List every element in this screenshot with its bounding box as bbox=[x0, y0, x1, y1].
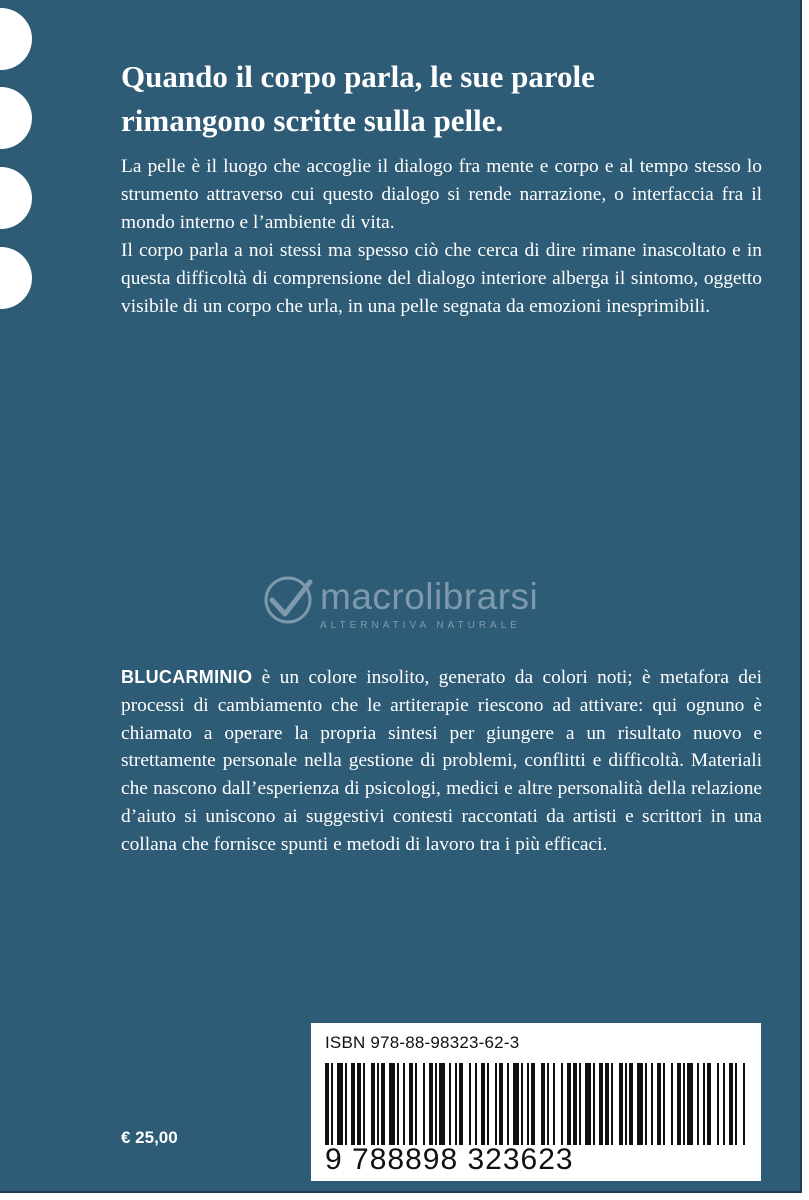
series-text: è un colore insolito, generato da colori noti; è metafora dei processi di cambiamento che le artiterapie riescono ad attivare: qui ognuno è chiamato a operare la propria sintesi per giungere a un risultato nuovo e strettamente personale nella gestione di problemi, conflitti e difficoltà. Materiali che nascono dall’esperienza di psicologi, medici e altre personalità della relazione d’aiuto si uniscono ai suggestivi contesti raccontati da artisti e scrittori in una collana che fornisce spunti e metodi di lavoro tra i più efficaci. bbox=[121, 667, 762, 855]
binding-hole bbox=[0, 247, 32, 309]
series-description bbox=[121, 664, 762, 859]
intro-paragraph-2: Il corpo parla a noi stessi ma spesso ciò che cerca di dire rimane inascoltato e in questa difficoltà di comprensione del dialogo interiore alberga il sintomo, oggetto visibile di un corpo che urla, in una pelle segnata da emozioni inesprimibili. bbox=[121, 240, 762, 317]
leaf-check-icon bbox=[258, 570, 318, 630]
series-brand: BLUCARMINIO bbox=[121, 667, 253, 687]
intro-paragraph-1: La pelle è il luogo che accoglie il dialogo fra mente e corpo e al tempo stesso lo strumento attraverso cui questo dialogo si rende narrazione, o interfaccia fra il mondo interno e l’ambiente di vita. bbox=[121, 156, 762, 233]
watermark-name: macrolibrarsi bbox=[320, 576, 539, 617]
barcode-icon bbox=[321, 1063, 751, 1145]
isbn-label: ISBN 978-88-98323-62-3 bbox=[325, 1033, 520, 1052]
macrolibrarsi-watermark bbox=[258, 570, 568, 640]
headline-line-1: Quando il corpo parla, le sue parole bbox=[121, 59, 595, 94]
price: € 25,00 bbox=[121, 1128, 178, 1147]
binding-hole bbox=[0, 87, 32, 149]
binding-hole bbox=[0, 167, 32, 229]
watermark-tagline: ALTERNATIVA NATURALE bbox=[320, 620, 521, 631]
headline-line-2: rimangono scritte sulla pelle. bbox=[121, 103, 504, 138]
headline bbox=[121, 55, 761, 143]
ean-number: 9 788898 323623 bbox=[325, 1143, 574, 1176]
barcode-box bbox=[311, 1023, 761, 1181]
binding-hole bbox=[0, 8, 32, 70]
